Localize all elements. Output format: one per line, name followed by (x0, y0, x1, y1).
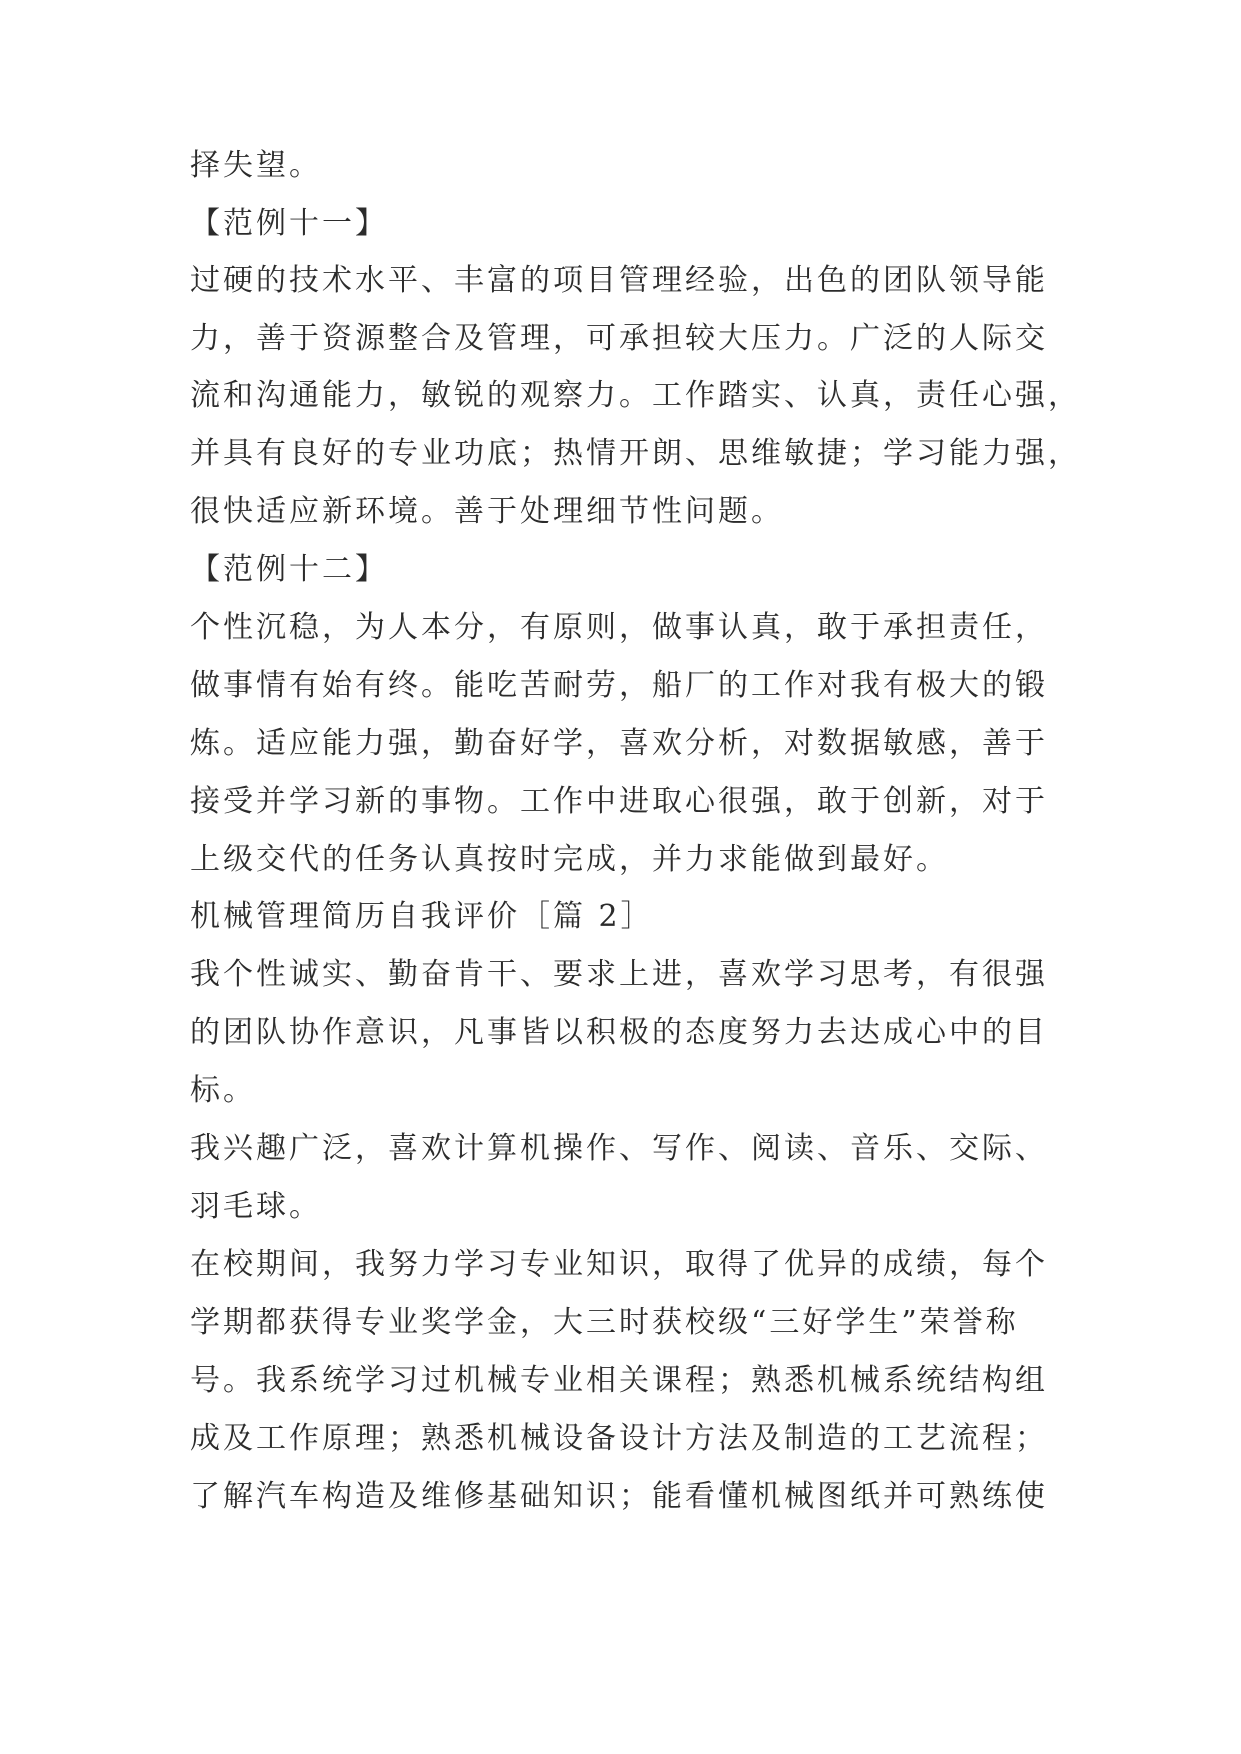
article-heading: 机械管理简历自我评价［篇 2］ (190, 899, 654, 934)
text-line: 择失望。 (190, 148, 322, 183)
text-line: 个性沉稳，为人本分，有原则，做事认真，敢于承担责任， (190, 610, 1048, 645)
text-line: 了解汽车构造及维修基础知识；能看懂机械图纸并可熟练使 (190, 1479, 1048, 1514)
text-line: 我个性诚实、勤奋肯干、要求上进，喜欢学习思考，有很强 (190, 957, 1048, 992)
text-line: 成及工作原理；熟悉机械设备设计方法及制造的工艺流程； (190, 1421, 1048, 1456)
text-line: 学期都获得专业奖学金，大三时获校级“三好学生”荣誉称 (190, 1305, 1019, 1340)
text-line: 力，善于资源整合及管理，可承担较大压力。广泛的人际交 (190, 321, 1048, 356)
text-line: 在校期间，我努力学习专业知识，取得了优异的成绩，每个 (190, 1247, 1048, 1282)
text-line: 标。 (190, 1073, 256, 1108)
text-line: 号。我系统学习过机械专业相关课程；熟悉机械系统结构组 (190, 1363, 1048, 1398)
text-line: 羽毛球。 (190, 1189, 322, 1224)
text-line: 上级交代的任务认真按时完成，并力求能做到最好。 (190, 842, 949, 877)
section-heading: 【范例十二】 (190, 552, 388, 587)
text-line: 流和沟通能力，敏锐的观察力。工作踏实、认真，责任心强， (190, 378, 1081, 413)
text-line: 的团队协作意识，凡事皆以积极的态度努力去达成心中的目 (190, 1015, 1048, 1050)
text-line: 很快适应新环境。善于处理细节性问题。 (190, 494, 784, 529)
text-line: 炼。适应能力强，勤奋好学，喜欢分析，对数据敏感，善于 (190, 726, 1048, 761)
section-heading: 【范例十一】 (190, 206, 388, 241)
text-line: 接受并学习新的事物。工作中进取心很强，敢于创新，对于 (190, 784, 1048, 819)
text-line: 我兴趣广泛，喜欢计算机操作、写作、阅读、音乐、交际、 (190, 1131, 1048, 1166)
text-line: 并具有良好的专业功底；热情开朗、思维敏捷；学习能力强， (190, 436, 1081, 471)
text-line: 过硬的技术水平、丰富的项目管理经验，出色的团队领导能 (190, 263, 1048, 298)
text-line: 做事情有始有终。能吃苦耐劳，船厂的工作对我有极大的锻 (190, 668, 1048, 703)
